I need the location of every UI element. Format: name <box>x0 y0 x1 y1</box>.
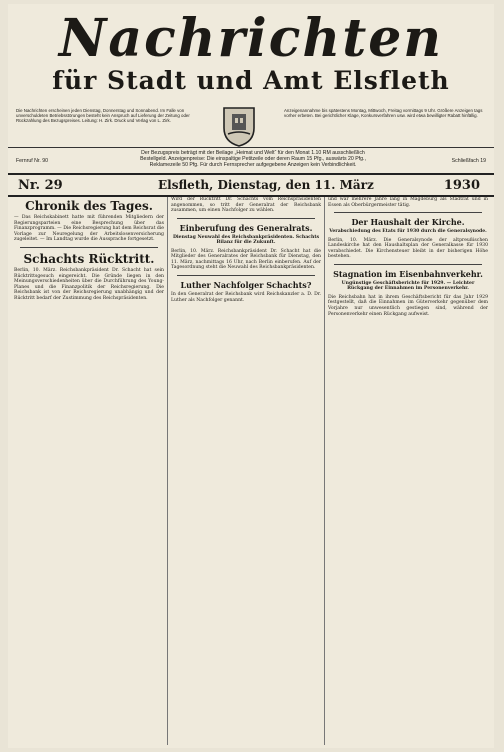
article-heading: Chronik des Tages. <box>25 199 153 213</box>
divider <box>177 218 315 219</box>
article-subheading: Ungünstige Geschäftsberichte für 1929. — Leichter Rückgang der Einnahmen im Personenverkehr. <box>341 280 475 292</box>
po-box: Schließfach 19 <box>451 158 486 164</box>
divider <box>20 247 158 248</box>
column-3 <box>328 197 488 745</box>
article-heading: Luther Nachfolger Schachts? <box>180 279 312 290</box>
price-info: Der Bezugspreis beträgt mit der Beilage „Heimat und Welt“ für den Monat 1.10 RM ausschließlich Bestellgeld. Anzeigenpreise: Die einspaltige Petitzeile oder deren Raum 15 Pfg., auswärts 20 Pfg., Reklamezeile 50 Pfg. Für durch Fernsprecher aufgegebene Anzeigen kein Verbindlichkeit. <box>140 150 366 168</box>
article-text: Berlin, 10. März. Reichsbankpräsident Dr. Schacht hat die Mitglieder des Generalrates der Reichsbank für Dienstag, den 11. März, nachmittags 16 Uhr, nach Berlin einberufen. Auf der Tagesordnung steht die Neuwahl des Reichsbankpräsidenten. <box>171 248 321 271</box>
article-heading: Einberufung des Generalrats. <box>179 222 313 233</box>
issue-number: Nr. 29 <box>18 178 63 193</box>
article-text: Berlin, 10. März. Die Generalsynode der altpreußischen Landeskirche hat den Haushaltsplan der Generalkasse für 1930 verabschiedet. Die Kirchensteuer bleibt in der bisherigen Höhe bestehen. <box>328 237 488 260</box>
article-text: Wird der Rücktritt Dr. Schachts vom Reichspräsidenten angenommen, so tritt der Generalrat der Reichsbank zusammen, um einen Nachfolger zu wählen. <box>171 197 321 214</box>
divider <box>177 275 315 276</box>
masthead <box>8 4 494 104</box>
newspaper-title: Nachrichten <box>58 8 444 69</box>
column-1 <box>14 197 164 745</box>
place-date: Elsfleth, Dienstag, den 11. März <box>158 178 374 192</box>
article-subheading: Dienstag Neuwahl des Reichsbankpräsidenten. Schachts Bilanz für die Zukunft. <box>172 234 320 246</box>
article-text: In den Generalrat der Reichsbank wird Reichskanzler a. D. Dr. Luther als Nachfolger genannt. <box>171 291 321 303</box>
phone-number: Fernruf Nr. 90 <box>16 158 49 164</box>
year: 1930 <box>443 178 480 193</box>
article-heading: Stagnation im Eisenbahnverkehr. <box>333 268 483 279</box>
article-text: Die Reichsbahn hat in ihrem Geschäftsbericht für das Jahr 1929 festgestellt, daß die Einnahmen im Güterverkehr gegenüber dem Vorjahre nur unwesentlich gestiegen sind, während der Personenverkehr einen Rückgang aufweist. <box>328 294 488 317</box>
town-crest-icon <box>220 104 258 148</box>
subscription-notice: Die Nachrichten erscheinen jeden Dienstag, Donnerstag und Sonnabend. Im Falle von unverschuldeten Betriebsstörungen besteht kein Anspruch auf Lieferung der Zeitung oder Rückzahlung des Bezugspreises. Leitung: H. Zirk. Druck und Verlag von L. Zirk. <box>16 108 190 124</box>
info-bar <box>8 147 494 174</box>
advertising-notice: Anzeigenannahme bis spätestens Montag, Mittwoch, Freitag vormittags 9 Uhr. Größere Anzeigen tags vorher erbeten. Bei gerichtlicher Klage, Konkursverfahren usw. wird etwa bewilligter Rabatt hinfällig. <box>284 108 483 119</box>
article-text: — Das Reichskabinett hatte mit führenden Mitgliedern der Regierungsparteien eine Besprechung über das Finanzprogramm. — Die Reichsregierung hat dem Reichsrat die Vorlage zur Neuregelung der Arbeitslosenversicherung zugeleitet. — Im Landtag wurde die Aussprache fortgesetzt. <box>14 215 164 243</box>
column-2 <box>171 197 321 745</box>
column-divider <box>167 197 168 745</box>
article-heading: Schachts Rücktritt. <box>23 251 155 266</box>
article-text: Berlin, 10. März. Reichsbankpräsident Dr. Schacht hat sein Rücktrittsgesuch eingereicht. Die Gründe liegen in den Meinungsverschiedenheiten über die Durchführung des Young-Planes und die Finanzpolitik der Reichsregierung. Die Reichsbank ist von der Reichsregierung unabhängig und der Rücktritt bedarf der Zustimmung des Reichspräsidenten. <box>14 267 164 301</box>
article-text: und war mehrere Jahre lang in Magdeburg als Stadtrat und in Essen als Oberbürgermeister tätig. <box>328 197 488 208</box>
date-bar <box>8 173 494 197</box>
divider <box>334 212 482 213</box>
newspaper-subtitle: für Stadt und Amt Elsfleth <box>52 66 450 95</box>
article-heading: Der Haushalt der Kirche. <box>351 217 465 228</box>
newspaper-page <box>8 4 494 748</box>
article-subheading: Verabschiedung des Etats für 1930 durch die Generalsynode. <box>329 229 487 235</box>
divider <box>334 264 482 265</box>
column-divider <box>324 197 325 745</box>
